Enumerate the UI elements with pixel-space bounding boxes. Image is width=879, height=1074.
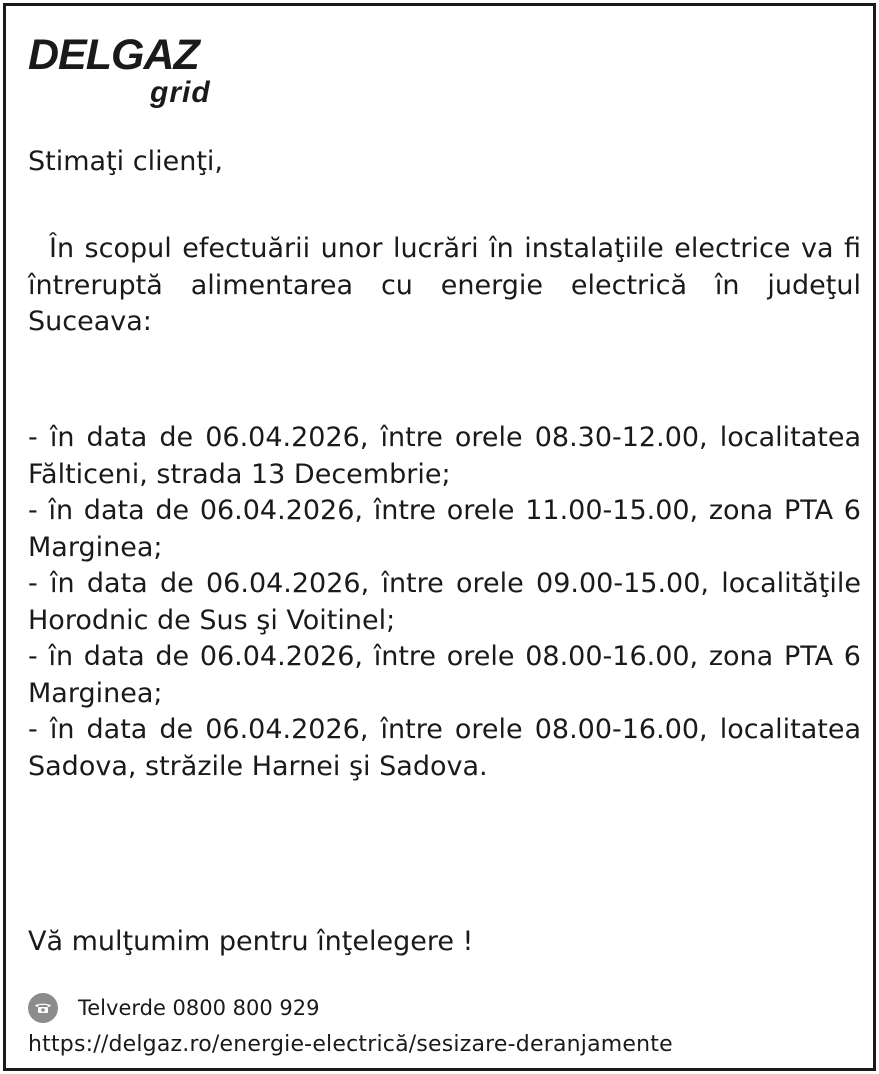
delgaz-grid-logo <box>28 31 248 114</box>
outage-item: - în data de 06.04.2026, între orele 11.00-15.00, zona PTA 6 Marginea; <box>28 495 861 563</box>
outage-item: - în data de 06.04.2026, între orele 08.30-12.00, localitatea Fălticeni, strada 13 Decembrie; <box>28 422 861 490</box>
intro-paragraph <box>28 231 861 341</box>
outage-schedule-list <box>28 420 861 785</box>
phone-contact <box>28 994 320 1022</box>
outage-item: - în data de 06.04.2026, între orele 08.00-16.00, zona PTA 6 Marginea; <box>28 641 861 709</box>
outage-item: - în data de 06.04.2026, între orele 08.00-16.00, localitatea Sadova, străzile Harnei şi Sadova. <box>28 714 861 782</box>
logo-brand: DELGAZ <box>28 31 199 79</box>
intro-text: În scopul efectuării unor lucrări în instalaţiile electrice va fi întreruptă alimentarea cu energie electrică în judeţul Suceava: <box>28 233 861 337</box>
report-url-link[interactable]: https://delgaz.ro/energie-electrică/sesizare-deranjamente <box>28 1032 673 1057</box>
closing-text: Vă mulţumim pentru înţelegere ! <box>28 926 474 957</box>
notice-frame <box>3 3 876 1071</box>
outage-item: - în data de 06.04.2026, între orele 09.00-15.00, localităţile Horodnic de Sus şi Voitinel; <box>28 568 861 636</box>
logo-subtitle: grid <box>150 76 211 109</box>
phone-label: Telverde 0800 800 929 <box>78 996 320 1020</box>
greeting: Stimaţi clienţi, <box>28 146 223 177</box>
phone-icon <box>28 993 58 1023</box>
